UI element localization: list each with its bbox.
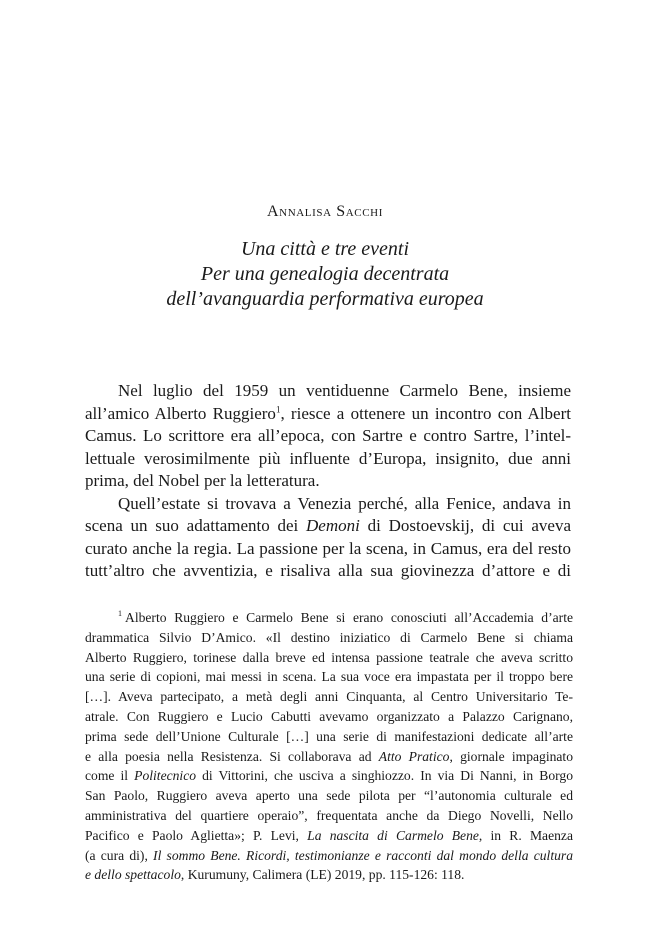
chapter-author: Annalisa Sacchi [267,203,383,220]
text-line: scena un suo adattamento dei Demoni di Dostoevskij, di cui aveva [85,516,571,535]
footnote-line: amministrativa del quartiere operaio”, frequentata anche da Diego Novelli, Nello [85,807,573,823]
paragraph [85,380,571,493]
text-line: lettuale verosimilmente più influente d’Europa, insignito, due anni [85,448,571,468]
title-line: Una città e tre eventi [240,238,410,260]
footnote-line: come il Politecnico di Vittorini, che usciva a singhiozzo. In via Di Nanni, in Borgo [85,768,573,784]
text-line: all’amico Alberto Ruggiero$^1$, riesce a ottenere un incontro con Albert [85,403,571,423]
text-line: Camus. Lo scrittore era all’epoca, con Sartre e contro Sartre, l’intel- [85,426,571,445]
footnote-line: San Paolo, Ruggiero aveva aperto una sede pilota per “l’autonomia culturale ed [85,788,573,804]
work-title: Politecnico [134,768,197,784]
body-text [85,380,571,583]
footnote-line: Pacifico e Paolo Aglietta»; P. Levi, La nascita di Carmelo Bene, in R. Maenza [85,827,573,843]
work-title: Il sommo Bene. Ricordi, testimonianze e racconti dal mondo della cultura [153,847,573,863]
work-title: La nascita di Carmelo Bene [307,827,479,843]
footnote-reference[interactable]: 1 [275,403,281,414]
text-line: tutt’altro che avventizia, e risaliva alla sua giovinezza d’attore e di [85,561,571,580]
footnote-line: […]. Aveva partecipato, a metà degli anni Cinquanta, al Centro Universitario Te- [85,689,573,705]
text-line: prima, del Nobel per la letteratura. [85,471,320,490]
work-title: Demoni [306,516,360,535]
footnote-line: $^1$ Alberto Ruggiero e Carmelo Bene si erano conosciuti all’Accademia d’arte [118,609,573,625]
work-title: Atto Pratico [378,748,450,764]
title-line: Per una genealogia decentrata [200,263,450,285]
paragraph [85,493,571,583]
footnote-line: e alla poesia nella Resistenza. Si collaborava ad Atto Pratico, giornale impaginato [85,748,573,764]
footnote-line: atrale. Con Ruggiero e Lucio Cabutti avevamo organizzato a Palazzo Carignano, [85,708,573,724]
footnote-line: prima sede dell’Unione Culturale […] una serie di manifestazioni dedicate all’arte [85,728,573,744]
footnote-line: (a cura di), Il sommo Bene. Ricordi, testimonianze e racconti dal mondo della cultura [85,847,573,863]
text-line: curato anche la regia. La passione per la scena, in Camus, era del resto [85,538,571,558]
chapter-title [0,237,650,312]
work-title: e dello spettacolo [85,867,181,883]
footnote-line: una serie di copioni, mai messi in scena. La sua voce era impastata per il troppo bere [85,669,573,685]
footnote-marker: 1 [118,609,122,619]
text-line: Nel luglio del 1959 un ventiduenne Carmelo Bene, insieme [118,381,571,400]
footnote [85,608,573,885]
footnote-line: e dello spettacolo, Kurumuny, Calimera (LE) 2019, pp. 115-126: 118. [85,867,465,883]
title-line: dell’avanguardia performativa europea [166,288,484,310]
footnote-line: drammatica Silvio D’Amico. «Il destino iniziatico di Carmelo Bene si chiama [85,629,573,645]
footnote-line: Alberto Ruggiero, torinese dalla breve ed intensa passione teatrale che aveva scritto [85,649,573,665]
text-line: Quell’estate si trovava a Venezia perché, alla Fenice, andava in [118,493,571,513]
